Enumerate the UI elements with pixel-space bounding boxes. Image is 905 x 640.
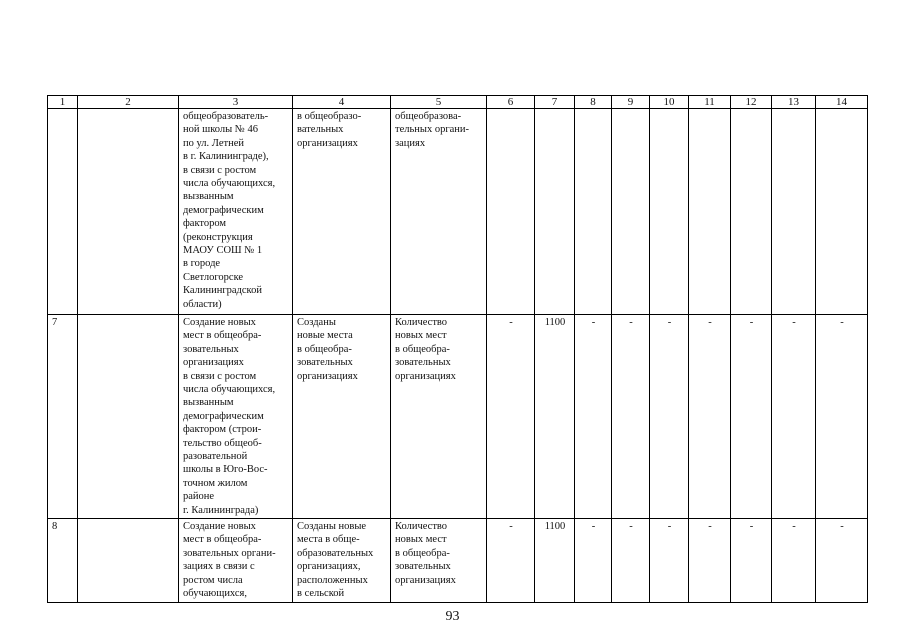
cell-value: 1100 — [535, 315, 575, 519]
cell-indicator — [391, 519, 487, 603]
column-number: 8 — [575, 96, 612, 109]
column-number: 14 — [816, 96, 868, 109]
column-number-row — [48, 96, 868, 109]
cell-value: - — [816, 519, 868, 603]
cell-value — [816, 109, 868, 315]
cell-value: - — [575, 519, 612, 603]
cell-text: Количество новых мест в общеобра- зовательных организациях — [395, 317, 456, 382]
cell-value — [650, 109, 689, 315]
column-number: 3 — [179, 96, 293, 109]
row-number: 8 — [48, 519, 78, 603]
cell-value: - — [816, 315, 868, 519]
cell-value — [487, 109, 535, 315]
cell-description — [179, 109, 293, 315]
document-table — [47, 95, 868, 603]
cell-value: - — [575, 315, 612, 519]
column-number: 11 — [689, 96, 731, 109]
column-number: 4 — [293, 96, 391, 109]
cell-value: - — [731, 315, 772, 519]
cell-description — [179, 315, 293, 519]
cell-value — [689, 109, 731, 315]
cell-value — [535, 109, 575, 315]
column-number: 12 — [731, 96, 772, 109]
cell-col2 — [78, 315, 179, 519]
column-number: 7 — [535, 96, 575, 109]
table-row — [48, 519, 868, 603]
column-number: 1 — [48, 96, 78, 109]
cell-text: Создание новых мест в общеобра- зовательных организациях в связи с ростом числа обучающихся, вызванным демографическим фактором (строи- тельство общеоб- разовательной школы в Юго-Вос- точном жилом районе г. Калининграда) — [183, 317, 276, 516]
cell-value: 1100 — [535, 519, 575, 603]
cell-value: - — [772, 519, 816, 603]
column-number: 10 — [650, 96, 689, 109]
column-number: 5 — [391, 96, 487, 109]
cell-text: общеобразова- тельных органи- зациях — [395, 111, 470, 149]
cell-value: - — [650, 519, 689, 603]
cell-col2 — [78, 519, 179, 603]
cell-value: - — [612, 519, 650, 603]
table-row — [48, 315, 868, 519]
cell-indicator — [391, 315, 487, 519]
cell-result — [293, 315, 391, 519]
column-number: 2 — [78, 96, 179, 109]
cell-value: - — [612, 315, 650, 519]
column-number: 13 — [772, 96, 816, 109]
column-number: 9 — [612, 96, 650, 109]
cell-indicator — [391, 109, 487, 315]
cell-result — [293, 109, 391, 315]
cell-value — [772, 109, 816, 315]
cell-value: - — [689, 315, 731, 519]
row-number — [48, 109, 78, 315]
cell-value: - — [650, 315, 689, 519]
cell-value — [575, 109, 612, 315]
cell-text: Созданы новые места в обще- образовательных организациях, расположенных в сельской — [297, 521, 374, 600]
cell-text: Созданы новые места в общеобра- зовательных организациях — [297, 317, 358, 382]
column-number: 6 — [487, 96, 535, 109]
cell-text: Количество новых мест в общеобра- зовательных организациях — [395, 521, 456, 586]
row-number: 7 — [48, 315, 78, 519]
cell-value: - — [731, 519, 772, 603]
table-row — [48, 109, 868, 315]
cell-value: - — [487, 315, 535, 519]
cell-text: общеобразователь- ной школы № 46 по ул. Летней в г. Калининграде), в связи с ростом числа обучающихся, вызванным демографическим фактором (реконструкция МАОУ СОШ № 1 в городе Светлогорске Калининградской области) — [183, 111, 276, 310]
page-number: 93 — [445, 609, 460, 624]
cell-value: - — [487, 519, 535, 603]
cell-col2 — [78, 109, 179, 315]
cell-description — [179, 519, 293, 603]
cell-text: Создание новых мест в общеобра- зовательных органи- зациях в связи с ростом числа обучающихся, — [183, 521, 276, 600]
cell-result — [293, 519, 391, 603]
cell-value — [612, 109, 650, 315]
cell-text: в общеобразо- вательных организациях — [297, 111, 362, 149]
cell-value: - — [772, 315, 816, 519]
cell-value — [731, 109, 772, 315]
cell-value: - — [689, 519, 731, 603]
